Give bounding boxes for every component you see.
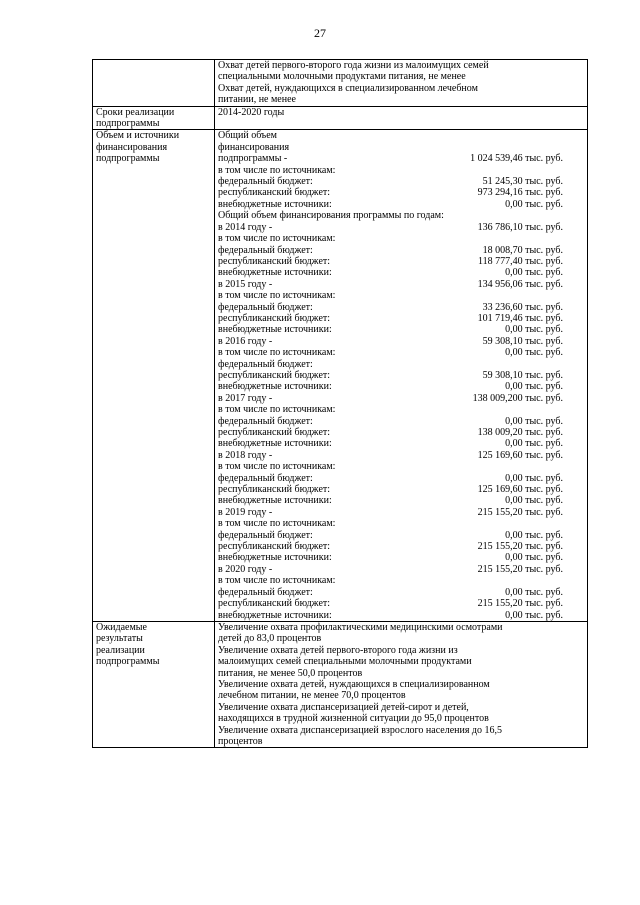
row3-label-line: результаты: [96, 633, 143, 645]
financing-line: [218, 347, 585, 358]
financing-line-label: республиканский бюджет:: [218, 187, 331, 199]
financing-line: [218, 587, 585, 598]
result-line: Увеличение охвата диспансеризацией взрослого населения до 16,5: [218, 724, 503, 736]
financing-line: [218, 450, 585, 461]
financing-line: [218, 416, 585, 427]
financing-line-amount: 0,00 тыс. руб.: [505, 609, 563, 621]
table-row: [93, 60, 588, 107]
financing-line: [218, 336, 585, 347]
financing-line-label: республиканский бюджет:: [218, 312, 331, 324]
financing-line: в том числе по источникам:: [218, 404, 336, 416]
financing-line: [218, 176, 585, 187]
financing-line-label: внебюджетные источники:: [218, 438, 332, 450]
financing-line-amount: 138 009,20 тыс. руб.: [477, 427, 563, 438]
financing-line: [218, 153, 585, 164]
financing-line-label: федеральный бюджет:: [218, 415, 313, 427]
financing-line-amount: 59 308,10 тыс. руб.: [482, 369, 563, 381]
financing-line-label: республиканский бюджет:: [218, 484, 331, 496]
financing-line: финансирования: [218, 141, 290, 153]
row3-label-line: подпрограммы: [96, 656, 160, 668]
row0-value-cell: [215, 60, 588, 107]
financing-line-label: внебюджетные источники:: [218, 267, 332, 279]
financing-line-label: в 2017 году -: [218, 392, 273, 404]
financing-line: [218, 381, 585, 392]
financing-line-amount: 134 956,06 тыс. руб.: [477, 278, 563, 290]
financing-line-amount: 1 024 539,46 тыс. руб.: [470, 153, 563, 165]
financing-line: [218, 438, 585, 449]
financing-line-amount: 215 155,20 тыс. руб.: [477, 598, 563, 610]
financing-line-amount: 215 155,20 тыс. руб.: [477, 563, 563, 575]
financing-line: [218, 199, 585, 210]
financing-line-label: внебюджетные источники:: [218, 609, 332, 621]
financing-line-label: федеральный бюджет:: [218, 176, 313, 188]
financing-cell: [215, 130, 588, 621]
table-row: [93, 106, 588, 130]
financing-line-amount: 125 169,60 тыс. руб.: [477, 484, 563, 496]
financing-line-label: в 2020 году -: [218, 563, 273, 575]
financing-line-label: в 2016 году -: [218, 335, 273, 347]
financing-line: [218, 473, 585, 484]
result-line: питания, не менее 50,0 процентов: [218, 667, 363, 679]
financing-line-amount: 0,00 тыс. руб.: [505, 495, 563, 507]
financing-line: [218, 279, 585, 290]
financing-line-amount: 0,00 тыс. руб.: [505, 552, 563, 564]
financing-line: [218, 313, 585, 324]
financing-line-label: внебюджетные источники:: [218, 324, 332, 336]
financing-line-label: подпрограммы -: [218, 153, 288, 165]
row2-label-line: Объем и источники: [96, 130, 180, 142]
financing-line-label: в 2019 году -: [218, 506, 273, 518]
row3-label-line: Ожидаемые: [96, 621, 147, 633]
financing-line-amount: 215 155,20 тыс. руб.: [477, 506, 563, 518]
financing-line-amount: 0,00 тыс. руб.: [505, 415, 563, 427]
financing-line-label: республиканский бюджет:: [218, 369, 331, 381]
financing-line-amount: 0,00 тыс. руб.: [505, 381, 563, 393]
financing-line-amount: 0,00 тыс. руб.: [505, 586, 563, 598]
financing-line: [218, 564, 585, 575]
row2-label-line: подпрограммы: [96, 153, 160, 165]
financing-line-label: республиканский бюджет:: [218, 255, 331, 267]
row0-label-cell: [93, 60, 215, 107]
financing-line-label: республиканский бюджет:: [218, 541, 331, 553]
row1-label-line: Сроки реализации: [96, 106, 175, 118]
financing-line-label: федеральный бюджет:: [218, 529, 313, 541]
row1-label-line: подпрограммы: [96, 118, 160, 130]
financing-line-amount: 0,00 тыс. руб.: [505, 267, 563, 279]
financing-line-amount: 973 294,16 тыс. руб.: [477, 187, 563, 199]
financing-line-label: в том числе по источникам:: [218, 347, 336, 359]
result-line: Увеличение охвата детей первого-второго года жизни из: [218, 644, 458, 656]
financing-line: в том числе по источникам:: [218, 290, 336, 302]
financing-line: [218, 222, 585, 233]
financing-line-amount: 101 719,46 тыс. руб.: [477, 312, 563, 324]
financing-line-label: в 2018 году -: [218, 449, 273, 461]
financing-line-amount: 118 777,40 тыс. руб.: [478, 255, 563, 267]
result-line: лечебном питании, не менее 70,0 процентов: [218, 690, 406, 702]
row1-label-cell: [93, 106, 215, 130]
financing-line-label: внебюджетные источники:: [218, 381, 332, 393]
table-row: [93, 621, 588, 747]
row0-line: питании, не менее: [218, 94, 296, 106]
financing-line: [218, 187, 585, 198]
financing-line-amount: 138 009,200 тыс. руб.: [472, 392, 563, 404]
financing-line: [218, 552, 585, 563]
financing-line-amount: 0,00 тыс. руб.: [505, 198, 563, 210]
financing-line: [218, 256, 585, 267]
financing-line-label: федеральный бюджет:: [218, 472, 313, 484]
financing-line-amount: 215 155,20 тыс. руб.: [477, 541, 563, 553]
result-line: процентов: [218, 735, 263, 747]
row3-label-line: реализации: [96, 644, 145, 656]
financing-line-amount: 125 169,60 тыс. руб.: [477, 449, 563, 461]
financing-line: [218, 530, 585, 541]
financing-line: Общий объем: [218, 130, 277, 142]
financing-line-amount: 18 008,70 тыс. руб.: [482, 244, 563, 256]
result-line: детей до 83,0 процентов: [218, 633, 322, 645]
financing-line: Общий объем финансирования программы по годам:: [218, 210, 444, 222]
financing-line-amount: 0,00 тыс. руб.: [505, 324, 563, 336]
financing-line-label: внебюджетные источники:: [218, 198, 332, 210]
financing-line-amount: 33 236,60 тыс. руб.: [482, 301, 563, 313]
financing-line: в том числе по источникам:: [218, 461, 336, 473]
result-line: Увеличение охвата профилактическими медицинскими осмотрами: [218, 621, 503, 633]
financing-line: [218, 598, 585, 609]
row3-label-cell: [93, 621, 215, 747]
financing-line-amount: 0,00 тыс. руб.: [505, 347, 563, 359]
financing-line: федеральный бюджет:: [218, 358, 313, 370]
financing-line-label: федеральный бюджет:: [218, 301, 313, 313]
financing-line: [218, 495, 585, 506]
financing-line: в том числе по источникам:: [218, 575, 336, 587]
financing-line-amount: 51 245,30 тыс. руб.: [482, 176, 563, 188]
financing-line-amount: 0,00 тыс. руб.: [505, 529, 563, 541]
row2-label-line: финансирования: [96, 141, 168, 153]
row2-label-cell: [93, 130, 215, 621]
financing-line: [218, 427, 585, 438]
financing-line-label: федеральный бюджет:: [218, 586, 313, 598]
financing-line: в том числе по источникам:: [218, 518, 336, 530]
financing-line-amount: 59 308,10 тыс. руб.: [482, 335, 563, 347]
financing-line: [218, 610, 585, 621]
financing-line: [218, 507, 585, 518]
financing-line: [218, 245, 585, 256]
financing-line: в том числе по источникам:: [218, 164, 336, 176]
row0-line: Охват детей, нуждающихся в специализированном лечебном: [218, 82, 478, 94]
result-line: находящихся в трудной жизненной ситуации до 95,0 процентов: [218, 713, 489, 725]
financing-line-label: внебюджетные источники:: [218, 552, 332, 564]
financing-line: в том числе по источникам:: [218, 233, 336, 245]
financing-line-label: в 2015 году -: [218, 278, 273, 290]
financing-line-label: федеральный бюджет:: [218, 244, 313, 256]
row1-value-cell: 2014-2020 годы: [215, 106, 588, 130]
financing-line: [218, 484, 585, 495]
row0-line: Охват детей первого-второго года жизни из малоимущих семей: [218, 60, 489, 71]
financing-line-amount: 0,00 тыс. руб.: [505, 472, 563, 484]
financing-line-label: республиканский бюджет:: [218, 427, 331, 438]
financing-line: [218, 302, 585, 313]
result-line: Увеличение охвата детей, нуждающихся в специализированном: [218, 678, 490, 690]
row0-line: специальными молочными продуктами питания, не менее: [218, 71, 466, 83]
page-number: 27: [314, 26, 326, 40]
financing-line: [218, 267, 585, 278]
financing-line-label: внебюджетные источники:: [218, 495, 332, 507]
financing-line: [218, 393, 585, 404]
result-line: малоимущих семей специальными молочными продуктами: [218, 656, 472, 668]
financing-line-label: в 2014 году -: [218, 221, 273, 233]
financing-line-amount: 136 786,10 тыс. руб.: [477, 221, 563, 233]
financing-line-amount: 0,00 тыс. руб.: [505, 438, 563, 450]
financing-line-label: республиканский бюджет:: [218, 598, 331, 610]
table-row: [93, 130, 588, 621]
financing-line: [218, 370, 585, 381]
subprogram-passport-table: [92, 59, 588, 748]
result-line: Увеличение охвата диспансеризацией детей-сирот и детей,: [218, 701, 469, 713]
results-cell: [215, 621, 588, 747]
financing-line: [218, 541, 585, 552]
financing-line: [218, 324, 585, 335]
